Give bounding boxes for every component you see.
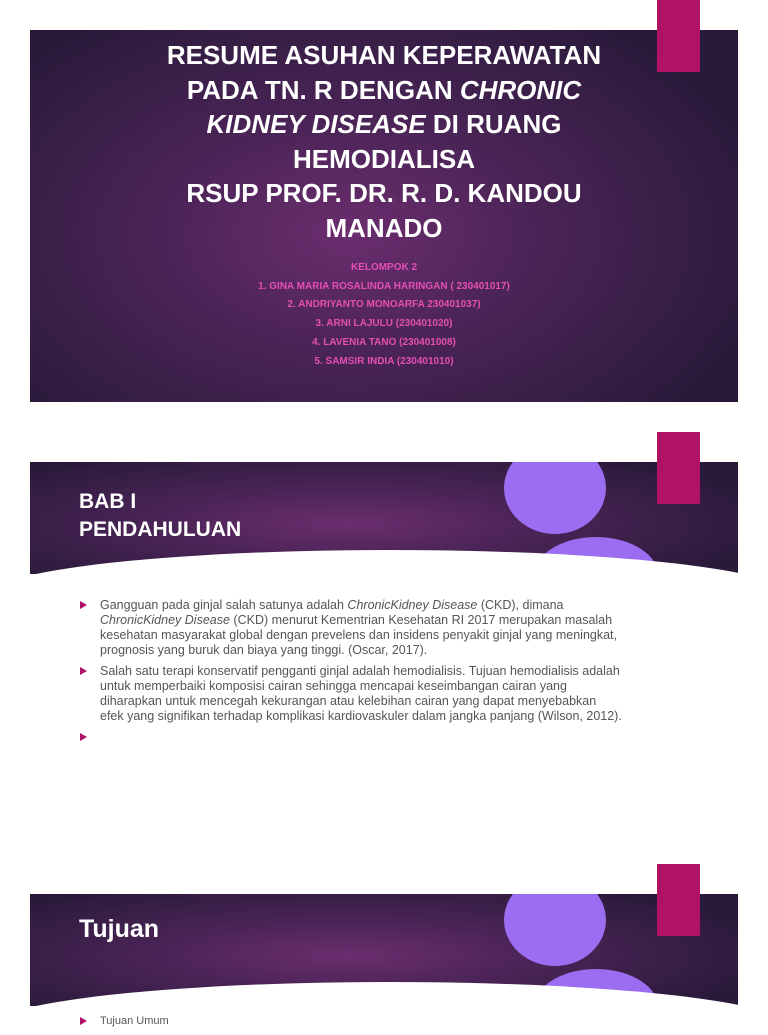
- title-line: RSUP PROF. DR. R. D. KANDOU: [186, 178, 582, 208]
- slide2-content: [78, 598, 623, 751]
- member-item: 4. LAVENIA TANO (230401008): [312, 336, 456, 348]
- section-title: Tujuan: [79, 915, 160, 943]
- bullet-item-empty: [78, 730, 623, 745]
- accent-bar: [657, 432, 700, 504]
- slide3-content: [78, 1014, 623, 1035]
- decorative-circle: [504, 894, 606, 966]
- member-item: 2. ANDRIYANTO MONOARFA 230401037): [287, 299, 481, 311]
- title-line: MANADO: [325, 212, 443, 243]
- decorative-circle: [504, 462, 606, 534]
- title-line: HEMODIALISA: [293, 143, 475, 174]
- member-item: 5. SAMSIR INDIA (230401010): [314, 355, 454, 367]
- slide-title: [90, 38, 678, 245]
- group-members: [90, 259, 678, 371]
- bullet-item: Tujuan Umum: [78, 1014, 623, 1029]
- bullet-item: Salah satu terapi konservatif pengganti ginjal adalah hemodialisis. Tujuan hemodialisis adalah untuk memperbaiki komposisi cairan sehingga mencapai keseimbangan cairan yang diharapkan untuk mencegah kekurangan atau kelebihan cairan yang dapat menyebabkan efek yang signifikan terhadap komplikasi kardiovaskuler dalam jangka panjang (Wilson, 2012).: [78, 664, 623, 724]
- member-item: 3. ARNI LAJULU (230401020): [315, 318, 453, 330]
- bullet-arrow-icon: [80, 601, 87, 609]
- section-header-banner: [30, 894, 738, 1006]
- title-line: KIDNEY DISEASE DI RUANG: [206, 109, 562, 139]
- bullet-arrow-icon: [80, 733, 87, 741]
- title-line: PADA TN. R DENGAN CHRONIC: [186, 74, 582, 105]
- member-item: 1. GINA MARIA ROSALINDA HARINGAN ( 230401017): [258, 280, 510, 292]
- bullet-arrow-icon: [80, 667, 87, 675]
- group-label: KELOMPOK 2: [350, 262, 418, 273]
- section-title: BAB I PENDAHULUAN: [79, 490, 242, 541]
- title-slide-banner: [30, 30, 738, 402]
- accent-bar: [657, 0, 700, 72]
- bullet-item: Gangguan pada ginjal salah satunya adalah ChronicKidney Disease (CKD), dimana ChronicKidney Disease (CKD) menurut Kementrian Kesehatan RI 2017 merupakan masalah kesehatan masyarakat global dengan prevelens dan insidens penyakit ginjal yang meningkat, prognosis yang buruk dan biaya yang tinggi. (Oscar, 2017).: [78, 598, 623, 658]
- title-line: RESUME ASUHAN KEPERAWATAN: [166, 40, 602, 70]
- accent-bar: [657, 864, 700, 936]
- section-header-banner: [30, 462, 738, 574]
